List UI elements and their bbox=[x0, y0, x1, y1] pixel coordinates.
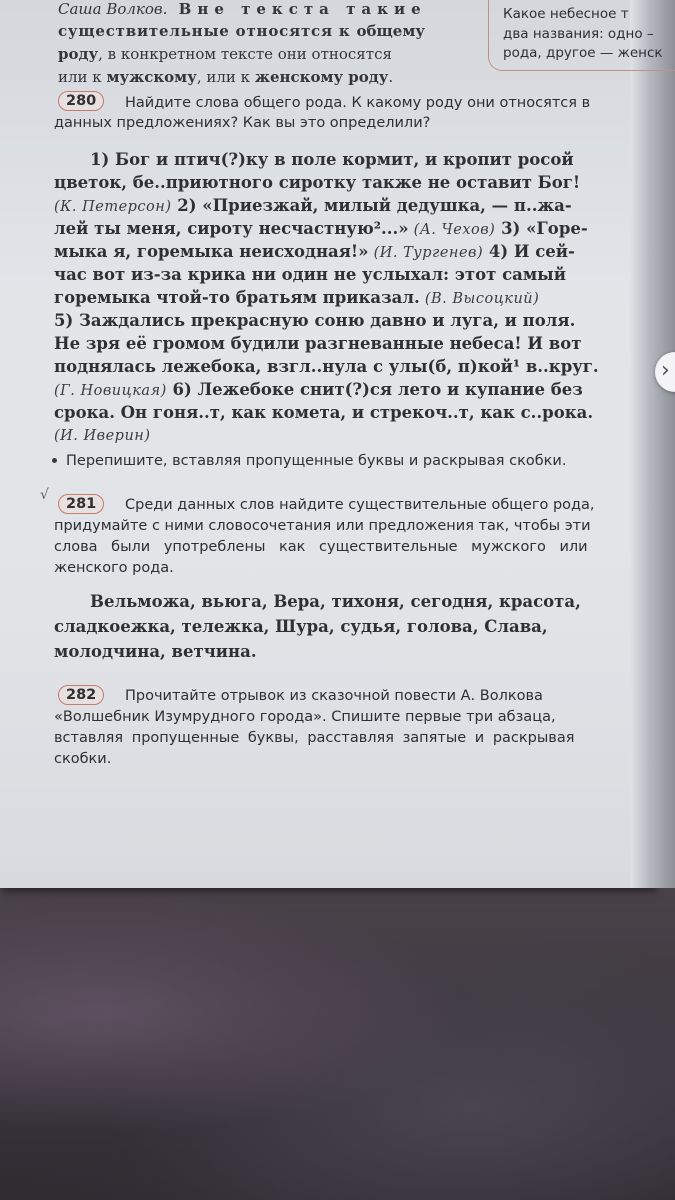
exercise-text-line bbox=[54, 244, 675, 261]
bullet-icon bbox=[52, 458, 57, 463]
exercise-task-line: данных предложениях? Как вы это определили? bbox=[54, 115, 431, 131]
exercise-task-line: скобки. bbox=[54, 751, 112, 767]
exercise-text: 4) И сей- bbox=[483, 242, 575, 261]
exercise-number-282: 282 bbox=[58, 685, 104, 705]
intro-text: общему bbox=[356, 22, 425, 40]
exercise-text: горемыка чтой-то братьям приказал. bbox=[54, 288, 420, 307]
exercise-task-line: слова были употреблены как существительные мужского или bbox=[54, 539, 588, 555]
intro-text: женскому роду bbox=[254, 68, 389, 86]
exercise-text-line: 1) Бог и птич(?)ку в поле кормит, и кропит росой bbox=[90, 150, 574, 169]
exercise-text-line: срока. Он гоня..т, как комета, и стрекоч..т, как с..рока. bbox=[54, 403, 594, 422]
sidebar-note-line: два названия: одно – bbox=[503, 26, 654, 42]
chevron-right-icon: › bbox=[661, 358, 670, 383]
word-list-line: сладкоежка, тележка, Шура, судья, голова, Слава, bbox=[54, 617, 548, 636]
author-citation: (В. Высоцкий) bbox=[419, 291, 540, 307]
exercise-text-line bbox=[54, 290, 675, 307]
intro-text: или к bbox=[58, 68, 107, 86]
sidebar-note-line: Какое небесное т bbox=[503, 6, 629, 22]
exercise-task-line: Прочитайте отрывок из сказочной повести А. Волкова bbox=[125, 688, 543, 704]
exercise-text: 6) Лежебоке снит(?)ся лето и купание без bbox=[166, 380, 583, 399]
intro-text: . bbox=[388, 68, 394, 86]
intro-line bbox=[58, 2, 675, 17]
exercise-number-280: 280 bbox=[58, 91, 104, 111]
author-citation: (И. Тургенев) bbox=[368, 245, 484, 261]
exercise-task-line: женского рода. bbox=[54, 560, 174, 576]
author-citation: (А. Чехов) bbox=[408, 222, 496, 238]
intro-text: , в конкретном тексте они относятся bbox=[98, 45, 392, 63]
intro-line bbox=[58, 70, 675, 85]
exercise-instruction: Перепишите, вставляя пропущенные буквы и раскрывая скобки. bbox=[66, 453, 567, 469]
exercise-text-line: цветок, бе..приютного сиротку также не оставит Бог! bbox=[54, 173, 581, 192]
intro-text: Саша Волков. bbox=[58, 0, 168, 18]
exercise-text: лей ты меня, сироту несчастную²...» bbox=[54, 219, 409, 238]
exercise-text-line bbox=[54, 382, 675, 399]
exercise-text-line: поднялась лежебока, взгл..нула с улы(б, п)кой¹ в..круг. bbox=[54, 357, 599, 376]
intro-text: мужскому bbox=[106, 68, 197, 86]
author-citation: (К. Петерсон) bbox=[54, 199, 172, 215]
exercise-number-281: 281 bbox=[58, 494, 104, 514]
exercise-text-line: Не зря её громом будили разгневанные небеса! И вот bbox=[54, 334, 582, 353]
exercise-text-line: 5) Заждались прекрасную соню давно и луга, и поля. bbox=[54, 311, 576, 330]
author-citation: (И. Иверин) bbox=[54, 428, 151, 444]
sidebar-note-line: рода, другое — женск bbox=[503, 45, 663, 61]
exercise-task-line: Найдите слова общего рода. К какому роду они относятся в bbox=[125, 95, 591, 111]
intro-text: существительные относятся к bbox=[58, 22, 357, 40]
exercise-text: 2) «Приезжай, милый дедушка, — п..жа- bbox=[171, 196, 572, 215]
intro-line bbox=[58, 24, 675, 39]
exercise-task-line: придумайте с ними словосочетания или предложения так, чтобы эти bbox=[54, 518, 591, 534]
exercise-text-line bbox=[54, 221, 675, 238]
intro-text: Вне текста такие bbox=[167, 0, 427, 18]
exercise-task-line: «Волшебник Изумрудного города». Спишите первые три абзаца, bbox=[54, 709, 556, 725]
check-mark-icon: √ bbox=[40, 487, 49, 503]
intro-text: роду bbox=[58, 45, 99, 63]
word-list-line: молодчина, ветчина. bbox=[54, 642, 257, 661]
exercise-task-line: Среди данных слов найдите существительные общего рода, bbox=[125, 497, 595, 513]
author-citation: (Г. Новицкая) bbox=[54, 383, 167, 399]
intro-line bbox=[58, 47, 675, 62]
exercise-text: мыка я, горемыка неисходная!» bbox=[54, 242, 369, 261]
exercise-task-line: вставляя пропущенные буквы, расставляя запятые и раскрывая bbox=[54, 730, 575, 746]
intro-text: , или к bbox=[196, 68, 255, 86]
exercise-text-line bbox=[54, 427, 675, 444]
exercise-text-line: час вот из-за крика ни один не услыхал: этот самый bbox=[54, 265, 566, 284]
word-list-line: Вельможа, вьюга, Вера, тихоня, сегодня, красота, bbox=[90, 592, 581, 611]
exercise-text-line bbox=[54, 198, 675, 215]
exercise-text: 3) «Горе- bbox=[495, 219, 588, 238]
fabric-background bbox=[0, 888, 675, 1200]
